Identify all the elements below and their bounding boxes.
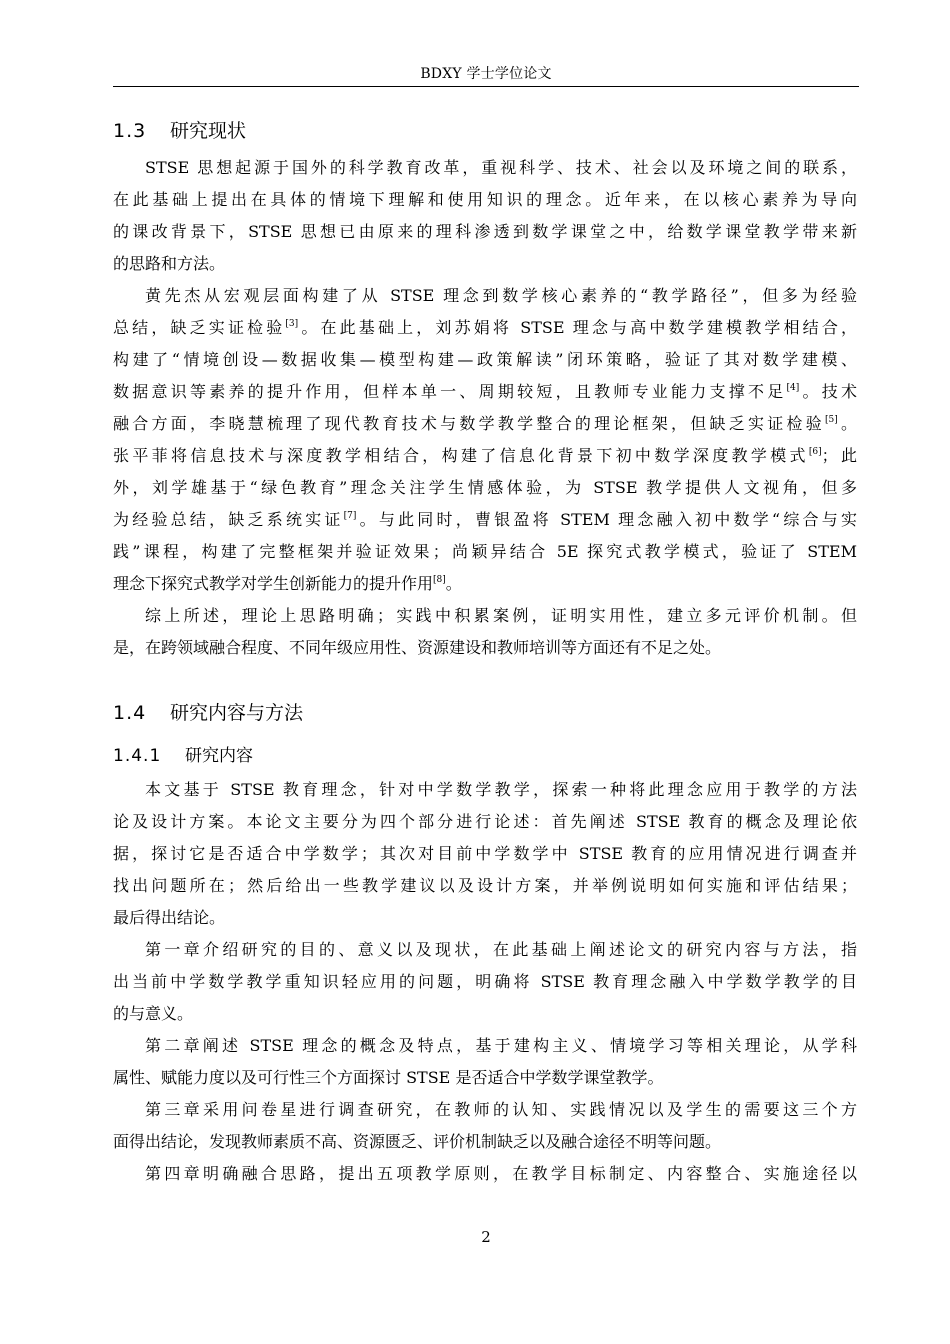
text-line: 第四章明确融合思路，提出五项教学原则，在教学目标制定、内容整合、实施途径以 <box>145 1164 857 1183</box>
text-line: 综上所述，理论上思路明确；实践中积累案例，证明实用性，建立多元评价机制。但 <box>145 606 857 625</box>
text-line: 论及设计方案。本论文主要分为四个部分进行论述：首先阐述 STSE 教育的概念及理论依 <box>113 812 857 831</box>
text-line: 第三章采用问卷星进行调查研究，在教师的认知、实践情况以及学生的需要这三个方 <box>145 1100 857 1119</box>
citation-ref: [4] <box>786 383 800 393</box>
subsection-number: 1.4.1 <box>113 746 162 766</box>
text-line: 的课改背景下，STSE 思想已由原来的理科渗透到数学课堂之中，给数学课堂教学带来新 <box>113 222 857 241</box>
text-run: ；此 <box>821 446 857 465</box>
text-line: 构建了“情境创设—数据收集—模型构建—政策解读”闭环策略，验证了其对数学建模、 <box>113 350 857 369</box>
citation-ref: [7] <box>343 511 357 521</box>
text-line <box>113 312 857 344</box>
text-line <box>113 376 857 408</box>
text-line: 出当前中学数学教学重知识轻应用的问题，明确将 STSE 教育理念融入中学数学教学的目 <box>113 972 857 991</box>
text-run: 。与此同时，曹银盈将 STEM 理念融入初中数学“综合与实 <box>356 510 857 529</box>
citation-ref: [3] <box>285 319 299 329</box>
text-line: 黄先杰从宏观层面构建了从 STSE 理念到数学核心素养的“教学路径”，但多为经验 <box>145 286 857 305</box>
paragraph-chapter-4 <box>113 1158 857 1190</box>
text-line: 本文基于 STSE 教育理念，针对中学数学教学，探索一种将此理念应用于教学的方法 <box>145 780 857 799</box>
citation-ref: [5] <box>824 415 838 425</box>
text-run: 融合方面，李晓慧梳理了现代教育技术与数学教学整合的理论框架，但缺乏实证检验 <box>113 414 825 433</box>
section-number: 1.3 <box>113 120 147 142</box>
subsection-heading-1-4-1 <box>113 738 857 774</box>
text-line: 最后得出结论。 <box>113 908 226 927</box>
text-line: 在此基础上提出在具体的情境下理解和使用知识的理念。近年来，在以核心素养为导向 <box>113 190 857 209</box>
text-line <box>113 568 857 600</box>
section-number: 1.4 <box>113 702 147 724</box>
paragraph-chapter-2 <box>113 1030 857 1094</box>
paragraph-chapter-3 <box>113 1094 857 1158</box>
citation-ref: [8] <box>433 575 446 585</box>
section-heading-1-4 <box>113 692 857 734</box>
text-run: 总结，缺乏实证检验 <box>113 318 286 337</box>
paragraph-summary <box>113 600 857 664</box>
paragraph-chapter-1 <box>113 934 857 1030</box>
text-line <box>113 408 857 440</box>
text-line: 找出问题所在；然后给出一些教学建议以及设计方案，并举例说明如何实施和评估结果； <box>113 876 857 895</box>
text-run: 。在此基础上，刘苏娟将 STSE 理念与高中数学建模教学相结合， <box>298 318 857 337</box>
text-run: 张平菲将信息技术与深度教学相结合，构建了信息化背景下初中数学深度教学模式 <box>113 446 809 465</box>
text-line: 属性、赋能力度以及可行性三个方面探讨 STSE 是否适合中学数学课堂教学。 <box>113 1068 664 1087</box>
text-line: 的思路和方法。 <box>113 254 226 273</box>
citation-ref: [6] <box>808 447 822 457</box>
paragraph-stse-origin <box>113 152 857 280</box>
text-line: 践”课程，构建了完整框架并验证效果；尚颖异结合 5E 探究式教学模式，验证了 STEM <box>113 542 857 561</box>
text-line: 是，在跨领域融合程度、不同年级应用性、资源建设和教师培训等方面还有不足之处。 <box>113 638 722 657</box>
page-body <box>113 110 857 1190</box>
text-line <box>113 440 857 472</box>
text-line: 据，探讨它是否适合中学数学；其次对目前中学数学中 STSE 教育的应用情况进行调查并 <box>113 844 857 863</box>
section-heading-1-3 <box>113 110 857 152</box>
text-line: 面得出结论，发现教师素质不高、资源匮乏、评价机制缺乏以及融合途径不明等问题。 <box>113 1132 722 1151</box>
header-rule <box>113 86 859 87</box>
paragraph-literature-review <box>113 280 857 600</box>
text-line: 第二章阐述 STSE 理念的概念及特点，基于建构主义、情境学习等相关理论，从学科 <box>145 1036 857 1055</box>
text-line: STSE 思想起源于国外的科学教育改革，重视科学、技术、社会以及环境之间的联系， <box>145 158 857 177</box>
paragraph-research-content <box>113 774 857 934</box>
text-run: 理念下探究式教学对学生创新能力的提升作用 <box>113 574 434 593</box>
text-line: 外，刘学雄基于“绿色教育”理念关注学生情感体验，为 STSE 教学提供人文视角，但多 <box>113 478 857 497</box>
text-run: 为经验总结，缺乏系统实证 <box>113 510 344 529</box>
text-line: 的与意义。 <box>113 1004 194 1023</box>
page-number: 2 <box>481 1228 491 1246</box>
section-title: 研究现状 <box>170 120 247 142</box>
text-run: 。 <box>837 414 857 433</box>
text-run: 。 <box>445 574 462 593</box>
text-run: 数据意识等素养的提升作用，但样本单一、周期较短，且教师专业能力支撑不足 <box>113 382 787 401</box>
text-run: 。技术 <box>799 382 857 401</box>
text-line <box>113 504 857 536</box>
running-header: BDXY 学士学位论文 <box>420 66 552 82</box>
section-title: 研究内容与方法 <box>170 702 304 724</box>
text-line: 第一章介绍研究的目的、意义以及现状，在此基础上阐述论文的研究内容与方法，指 <box>145 940 857 959</box>
subsection-title: 研究内容 <box>185 746 253 766</box>
